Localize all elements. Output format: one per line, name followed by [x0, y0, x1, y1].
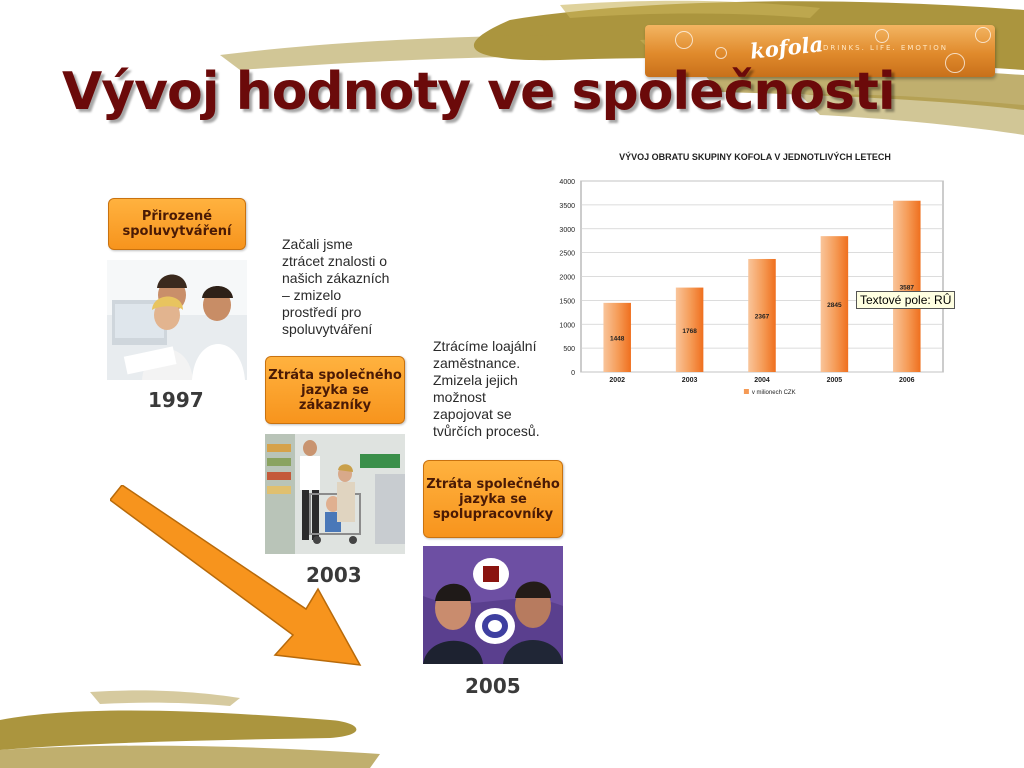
photo-1997: [107, 260, 247, 380]
year-2005: 2005: [465, 674, 521, 698]
note-2003: Ztrácíme loajální zaměstnance. Zmizela jejich možnost zapojovat se tvůrčích procesů.: [433, 338, 540, 439]
kofola-logo: kofola: [748, 31, 825, 64]
slide-title: Vývoj hodnoty ve společnosti: [62, 62, 895, 122]
bottom-brush-decoration: [0, 680, 400, 768]
chart-data-label: 1448: [609, 335, 625, 343]
revenue-chart: [545, 145, 955, 400]
chart-x-tick-label: 2003: [681, 377, 698, 384]
chart-x-tick-label: 2004: [754, 377, 770, 384]
timeline-arrow: [110, 485, 370, 670]
bubble-icon: [675, 31, 693, 49]
photo-2005: [423, 546, 563, 664]
chart-y-tick-label: 3000: [559, 226, 575, 234]
chart-y-tick-label: 1000: [559, 322, 575, 330]
bubble-icon: [715, 47, 727, 59]
bubble-icon: [975, 27, 991, 43]
chart-data-label: 3587: [899, 284, 915, 292]
year-2003: 2003: [306, 563, 362, 587]
chart-legend-label: v milionech CZK: [751, 390, 796, 396]
textbox-tooltip: Textové pole: RÛ: [856, 291, 955, 309]
box-2005-label: Ztráta společného jazyka se spolupracovníky: [426, 476, 560, 522]
box-1997-label: Přirozené spoluvytváření: [122, 209, 232, 239]
box-2003: [265, 356, 405, 424]
chart-data-label: 1768: [682, 327, 697, 335]
chart-y-tick-label: 1500: [559, 298, 575, 306]
chart-y-tick-label: 4000: [559, 179, 575, 186]
year-1997: 1997: [148, 388, 204, 412]
chart-data-label: 2367: [754, 313, 770, 321]
box-1997: [108, 198, 246, 250]
note-1997: Začali jsme ztrácet znalosti o našich zákazních – zmizelo prostředí pro spoluvytváření: [282, 236, 390, 337]
box-2003-label: Ztráta společného jazyka se zákazníky: [268, 367, 402, 413]
chart-y-tick-label: 500: [563, 346, 575, 354]
chart-y-tick-label: 2500: [559, 250, 575, 258]
chart-x-tick-label: 2002: [609, 377, 625, 384]
chart-x-tick-label: 2005: [826, 377, 843, 384]
logo-tagline: DRINKS. LIFE. EMOTION: [823, 44, 948, 52]
chart-x-tick-label: 2006: [899, 377, 915, 384]
chart-title: VÝVOJ OBRATU SKUPINY KOFOLA V JEDNOTLIVÝCH LETECH: [619, 152, 891, 162]
chart-y-tick-label: 0: [571, 370, 575, 377]
chart-y-tick-label: 2000: [559, 274, 575, 282]
chart-legend-swatch: [744, 389, 749, 394]
bubble-icon: [875, 29, 889, 43]
bubble-icon: [945, 53, 965, 73]
box-2005: [423, 460, 563, 538]
chart-y-tick-label: 3500: [559, 202, 575, 210]
chart-data-label: 2845: [827, 302, 842, 310]
